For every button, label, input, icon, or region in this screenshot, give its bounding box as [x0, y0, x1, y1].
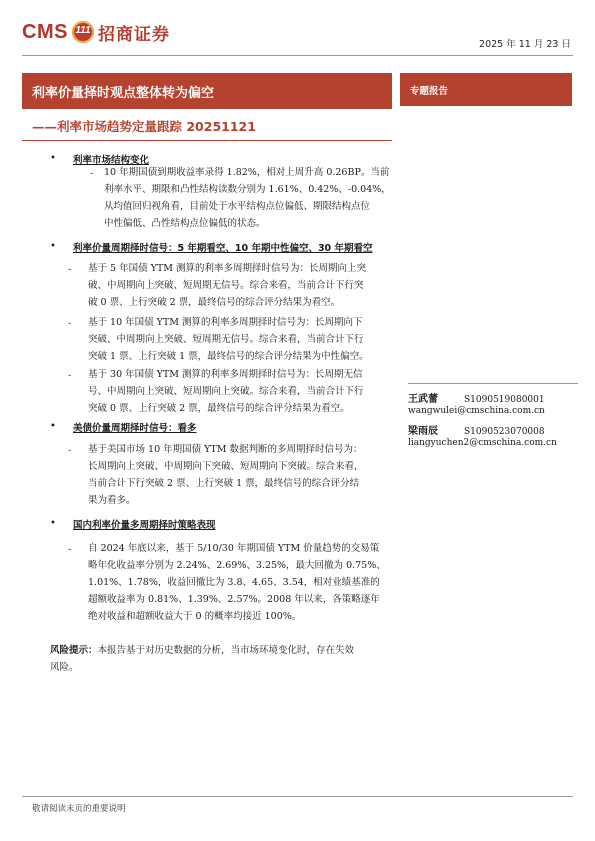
risk-label: 风险提示： [50, 645, 98, 656]
footer-divider [22, 796, 573, 797]
subtitle-divider [22, 140, 392, 141]
analyst-entry [408, 422, 578, 448]
report-title: 利率价量择时观点整体转为偏空 [32, 86, 215, 101]
analyst-email[interactable]: wangwulei@cmschina.com.cn [408, 406, 545, 416]
section-heading: 美债价量周期择时信号：看多 [73, 423, 197, 434]
paragraph-line: 绝对收益和超额收益大于 0 的概率均接近 100%。 [88, 611, 302, 622]
report-type-label: 专题报告 [410, 86, 449, 97]
paragraph [104, 164, 394, 232]
dash-marker: - [68, 264, 72, 275]
paragraph-line: 超额收益率为 0.81%、1.39%、2.57%。2008 年以来，各策略逐年 [88, 594, 380, 605]
paragraph-line: 突破、中周期向上突破、短周期无信号。综合来看，当前合计下行 [88, 334, 364, 345]
paragraph-line: 突破 1 票、上行突破 1 票，最终信号的综合评分结果为中性偏空。 [88, 351, 369, 362]
analyst-name: 梁雨辰 [408, 426, 438, 437]
dash-marker: - [90, 168, 94, 179]
report-subtitle: ——利率市场趋势定量跟踪 20251121 [32, 119, 256, 134]
dash-marker: - [68, 544, 72, 555]
paragraph-line: 10 年期国债到期收益率录得 1.82%，相对上周升高 0.26BP。当前 [104, 167, 390, 178]
bullet-icon: • [50, 518, 56, 529]
section-heading: 国内利率价量多周期择时策略表现 [73, 520, 216, 531]
paragraph [88, 314, 390, 365]
paragraph-line: 基于 10 年国债 YTM 测算的利率多周期择时信号为：长周期向下 [88, 317, 363, 328]
footer-disclaimer: 敬请阅读末页的重要说明 [32, 804, 126, 814]
paragraph [88, 366, 390, 417]
paragraph-line: 破、中周期向上突破、短周期无信号。综合来看，当前合计下行突 [88, 280, 364, 291]
paragraph-line: 基于美国市场 10 年期国债 YTM 数据判断的多周期择时信号为： [88, 444, 363, 455]
dash-marker: - [68, 445, 72, 456]
paragraph-line: 中性偏低、凸性结构点位偏低的状态。 [104, 218, 266, 229]
logo-badge-text: 111 [75, 25, 91, 36]
paragraph-line: 果为看多。 [88, 495, 136, 506]
section-heading: 利率市场结构变化 [73, 155, 150, 166]
report-date: 2025 年 11 月 23 日 [479, 39, 571, 50]
paragraph-line: 长周期向上突破、中周期向下突破、短周期向下突破。综合来看， [88, 461, 364, 472]
dash-marker: - [68, 318, 72, 329]
logo-badge-icon [72, 21, 94, 43]
risk-warning [50, 642, 390, 676]
paragraph-line: 从均值回归视角看，目前处于水平结构点位偏低、期限结构点位 [104, 201, 371, 212]
paragraph-line: 突破 0 票、上行突破 2 票，最终信号的综合评分结果为看空。 [88, 403, 350, 414]
risk-text: 本报告基于对历史数据的分析，当市场环境变化时，存在失效 [97, 645, 355, 656]
paragraph [88, 441, 390, 509]
logo-chinese-name: 招商证券 [97, 24, 170, 45]
paragraph-line: 利率水平、期限和凸性结构读数分别为 1.61%、0.42%、-0.04%， [104, 184, 391, 195]
analyst-email[interactable]: liangyuchen2@cmschina.com.cn [408, 438, 557, 448]
bullet-icon: • [50, 241, 56, 252]
paragraph-line: 基于 30 年国债 YTM 测算的利率多周期择时信号为：长周期无信 [88, 369, 363, 380]
paragraph-line: 略年化收益率分别为 2.24%、2.69%、3.25%，最大回撤为 0.75%、 [88, 560, 386, 571]
section-heading: 利率价量周期择时信号：5 年期看空、10 年期中性偏空、30 年期看空 [73, 243, 373, 254]
analyst-license-id: S1090523070008 [464, 427, 545, 437]
paragraph-line: 基于 5 年国债 YTM 测算的利率多周期择时信号为：长周期向上突 [88, 263, 366, 274]
bullet-icon: • [50, 153, 56, 164]
logo-cms-text: CMS [22, 20, 68, 43]
company-logo [22, 17, 170, 47]
analyst-panel [408, 383, 578, 454]
dash-marker: - [68, 370, 72, 381]
header-divider [22, 55, 573, 56]
analyst-license-id: S1090519080001 [464, 395, 545, 405]
analyst-name: 王武蕾 [408, 394, 438, 405]
paragraph [88, 260, 390, 311]
paragraph-line: 自 2024 年底以来，基于 5/10/30 年期国债 YTM 价量趋势的交易策 [88, 543, 380, 554]
paragraph-line: 当前合计下行突破 2 票、上行突破 1 票，最终信号的综合评分结 [88, 478, 360, 489]
paragraph [88, 540, 390, 625]
bullet-icon: • [50, 421, 56, 432]
analyst-entry [408, 390, 578, 416]
paragraph-line: 号、中周期向上突破、短周期向上突破。综合来看，当前合计下行 [88, 386, 364, 397]
paragraph-line: 1.01%、1.78%，收益回撤比为 3.8、4.65、3.54，相对业绩基准的 [88, 577, 380, 588]
risk-text-continued: 风险。 [50, 662, 79, 673]
paragraph-line: 破 0 票、上行突破 2 票，最终信号的综合评分结果为看空。 [88, 297, 341, 308]
